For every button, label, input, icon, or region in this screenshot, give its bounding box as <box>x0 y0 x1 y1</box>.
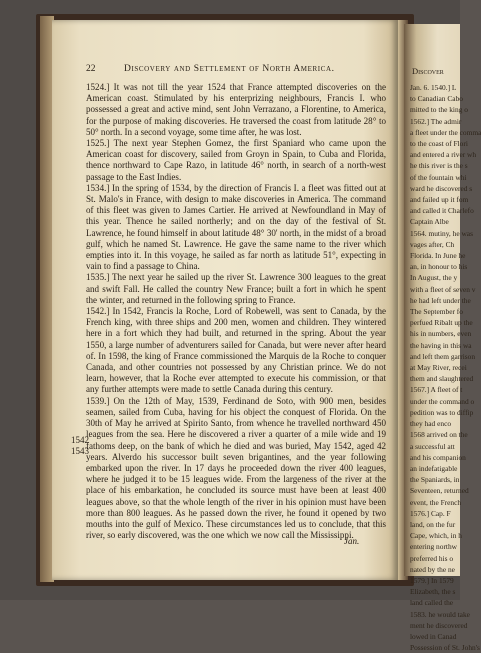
right-page-line: pedition was to diffip <box>410 407 474 417</box>
catchword: Jan. <box>344 536 360 546</box>
right-page-line: they had enco <box>410 419 452 429</box>
right-page-running-title: Discover <box>412 66 444 76</box>
right-page <box>404 24 481 653</box>
right-page-line: Elizabeth, the s <box>410 587 456 597</box>
right-page-line: Seventeen, returned <box>410 486 469 496</box>
right-page-line: 1579.] In 1579 <box>410 575 454 585</box>
right-page-line: nated by the ne <box>410 564 455 574</box>
right-page-line: Captain Albe <box>410 217 449 227</box>
right-page-line: 1564. mutiny, he was <box>410 228 473 238</box>
right-page-line: land called the <box>410 598 454 608</box>
right-page-line: Cape, which, in h <box>410 531 462 541</box>
right-page-line: ward he discovered s <box>410 183 473 193</box>
right-page-text <box>410 82 481 653</box>
right-page-line: 1568 arrived on the <box>410 430 468 440</box>
right-page-line: to Canadian Cabo <box>410 94 463 104</box>
right-page-line: land, on the fur <box>410 519 456 529</box>
paragraph-1534: 1534.] In the spring of 1534, by the direction of Francis I. a fleet was fitted out at St. Malo's in France, with design to make discoveries in America. The command of this fleet was given to James Cartier. He arrived at Newfoundland in May of this year. Thence he sailed northerly; and on the day of the festival of St. Lawrence, he found himself in about latitude 48° 30' north, in the midst of a broad gulf, which he named St. Lawrence. He gave the same name to the river which empties into it. In this voyage, he sailed as far north as latitude 51°, expecting in vain to find a passage to China. <box>86 182 386 272</box>
right-page-line: and left them garrison <box>410 351 476 361</box>
right-page-line: and called it Charlefo <box>410 206 474 216</box>
right-page-line: and entered a river wh <box>410 150 477 160</box>
right-page-line: under the command o <box>410 396 475 406</box>
right-page-line: the having in this wa <box>410 340 472 350</box>
right-page-line: a successful att <box>410 441 455 451</box>
right-page-line: 1583. he would take <box>410 609 470 619</box>
right-page-line: preferred his o <box>410 553 454 563</box>
right-page-line: at May River, recei <box>410 363 467 373</box>
right-page-line: perfued Ribalt up the <box>410 318 473 328</box>
right-page-line: mitted to the king o <box>410 105 468 115</box>
page-number: 22 <box>86 64 96 74</box>
right-page-line: ment he discovered <box>410 620 468 630</box>
right-page-line: with a fleet of seven v <box>410 284 476 294</box>
running-title: Discovery and Settlement of North America. <box>124 64 335 74</box>
right-page-line: and his companion <box>410 452 466 462</box>
right-page-line: 1576.] Cap. F <box>410 508 451 518</box>
right-page-line: an, in honour to his <box>410 262 468 272</box>
right-page-line: event, the French <box>410 497 462 507</box>
right-page-line: lowed in Canad <box>410 631 457 641</box>
right-page-line: he this river is the s <box>410 161 468 171</box>
right-page-line: Florida. In June he <box>410 251 466 261</box>
body-text <box>86 82 386 541</box>
right-page-line: he had left under the <box>410 295 471 305</box>
margin-year-1543: 1543 <box>71 446 89 456</box>
right-page-line: In August, the y <box>410 273 458 283</box>
right-page-line: Jan. 6. 1540.] L <box>410 83 457 92</box>
right-page-line: to the coast of Flori <box>410 139 468 149</box>
right-page-line: vages after, Ch <box>410 239 455 249</box>
paragraph-1539: 1539.] On the 12th of May, 1539, Ferdinand de Soto, with 900 men, besides seamen, sailed from Cuba, having for his object the conquest of Florida. On the 30th of May he arrived at Spirito Santo, from whence he travelled northward 450 leagues from the sea. Here he discovered a river a quarter of a mile wide and 19 fathoms deep, on the bank of which he died and was buried, May 1542, aged 42 years. Alverdo his successor built seven brigantines, and the year following embarked upon the river. In 17 days he proceeded down the river 400 leagues, where he judged it to be 15 leagues wide. From the largeness of the river at the place of his embarkation, he concluded its source must have been at least 400 leagues above, so that the whole length of the river in his opinion must have been more than 800 leagues. As he passed down the river, he found it opened by two mouths into the gulf of Mexico. These circumstances led us to conclude, that this river, so early discovered, was the one which we now call the Mississippi. <box>86 395 386 541</box>
right-page-line: entering northw <box>410 542 457 552</box>
right-page-line: them and slaughtered <box>410 374 474 384</box>
right-page-line: and failed up it fom <box>410 195 469 205</box>
paragraph-1535: 1535.] The next year he sailed up the river St. Lawrence 300 leagues to the great and swift Fall. He called the country New France; built a fort in which he spent the winter, and returned in the following spring to France. <box>86 272 386 305</box>
paragraph-1525: 1525.] The next year Stephen Gomez, the first Spaniard who came upon the American coast for discovery, sailed from Groyn in Spain, to Cuba and Florida, thence northward to Cape Razo, in latitude 46° north, in search of a north-west passage to the East Indies. <box>86 138 386 182</box>
paragraph-1524: 1524.] It was not till the year 1524 that France attempted discoveries on the American coast. Stimulated by his enterprizing neighbours, Francis I. who possessed a great and active mind, sent John Verrazano, a Florentine, to America, for the purpose of making discoveries. He traversed the coast from latitude 28° to 50° north. In a second voyage, some time after, he was lost. <box>86 82 386 137</box>
right-page-line: a fleet under the comma <box>410 127 481 137</box>
margin-year-1542: 1542 <box>71 435 89 445</box>
paragraph-1542: 1542.] In 1542, Francis la Roche, Lord of Robewell, was sent to Canada, by the French king, with three ships and 200 men, women and children. They wintered here in a fort which they had built, and returned in the spring. About the year 1550, a large number of adventurers sailed for Canada, but were never after heard of. In 1598, the king of France commissioned the Marquis de la Roche to conquer Canada, and other countries not possessed by any Christian prince. We do not learn, however, that la Roche ever attempted to execute his commission, or that any further attempts were made to settle Canada during this century. <box>86 306 386 395</box>
right-page-line: the Spaniards, in <box>410 475 460 485</box>
right-page-line: an indefatigable <box>410 463 458 473</box>
right-page-line: The September fo <box>410 307 463 317</box>
right-page-line: of the fountain whi <box>410 172 467 182</box>
right-page-line: his in numbers, even <box>410 329 472 339</box>
right-page-line: Possession of St. John's <box>410 643 480 653</box>
right-page-line: 1562.] The admir <box>410 116 462 126</box>
page-header <box>86 64 386 76</box>
right-page-line: 1567.] A fleet of t <box>410 385 463 395</box>
